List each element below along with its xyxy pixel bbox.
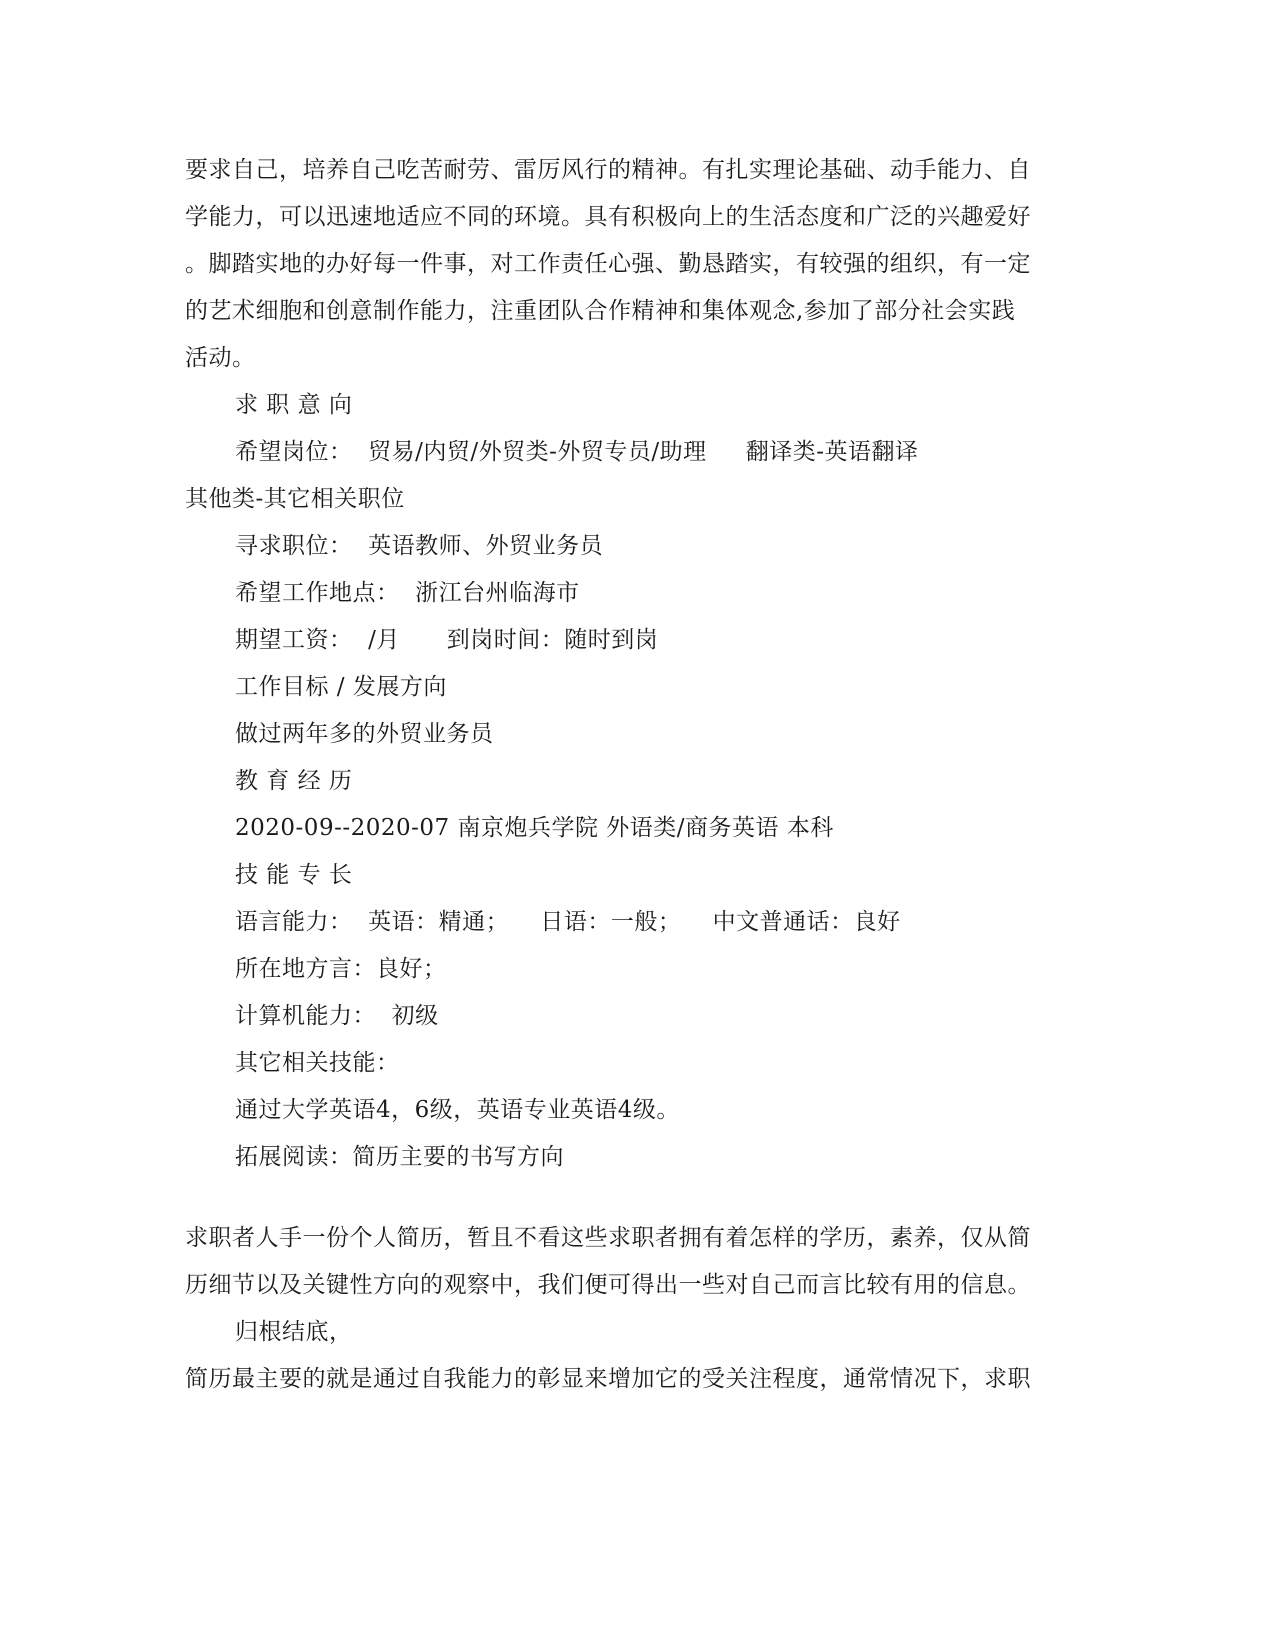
section-heading-skills: 技 能 专 长 (235, 862, 353, 888)
desired-location: 希望工作地点： 浙江台州临海市 (235, 580, 580, 606)
paragraph-line: 要求自己，培养自己吃苦耐劳、雷厉风行的精神。有扎实理论基础、动手能力、自 (185, 157, 1031, 183)
paragraph-line: 归根结底， (235, 1319, 353, 1345)
paragraph-line: 。脚踏实地的办好每一件事，对工作责任心强、勤恳踏实，有较强的组织，有一定 (185, 251, 1031, 277)
section-heading-career-goal: 工作目标 / 发展方向 (235, 674, 447, 700)
section-heading-education: 教 育 经 历 (235, 768, 353, 794)
sought-position: 寻求职位： 英语教师、外贸业务员 (235, 533, 604, 559)
paragraph-line: 学能力，可以迅速地适应不同的环境。具有积极向上的生活态度和广泛的兴趣爱好 (185, 204, 1031, 230)
computer-skill: 计算机能力： 初级 (235, 1003, 439, 1029)
section-heading-job-intention: 求 职 意 向 (235, 392, 353, 418)
paragraph-line: 简历最主要的就是通过自我能力的彰显来增加它的受关注程度，通常情况下，求职 (185, 1366, 1031, 1392)
language-skills: 语言能力： 英语：精通； 日语：一般； 中文普通话：良好 (235, 909, 901, 935)
desired-position: 希望岗位： 贸易/内贸/外贸类-外贸专员/助理 翻译类-英语翻译 (235, 439, 919, 465)
career-goal-text: 做过两年多的外贸业务员 (235, 721, 494, 747)
dialect-skill: 所在地方言：良好； (235, 956, 447, 982)
expected-salary: 期望工资： /月 到岗时间：随时到岗 (235, 627, 659, 653)
paragraph-line: 求职者人手一份个人简历，暂且不看这些求职者拥有着怎样的学历，素养，仅从简 (185, 1225, 1031, 1251)
paragraph-line: 历细节以及关键性方向的观察中，我们便可得出一些对自己而言比较有用的信息。 (185, 1272, 1031, 1298)
other-skills-text: 通过大学英语4，6级，英语专业英语4级。 (235, 1097, 680, 1123)
desired-position-continued: 其他类-其它相关职位 (185, 486, 405, 512)
education-entry: 2020-09--2020-07 南京炮兵学院 外语类/商务英语 本科 (235, 815, 834, 841)
other-skills-label: 其它相关技能： (235, 1050, 400, 1076)
paragraph-line: 活动。 (185, 345, 256, 371)
extended-reading-heading: 拓展阅读：简历主要的书写方向 (235, 1144, 564, 1170)
paragraph-line: 的艺术细胞和创意制作能力，注重团队合作精神和集体观念,参加了部分社会实践 (185, 298, 1016, 324)
